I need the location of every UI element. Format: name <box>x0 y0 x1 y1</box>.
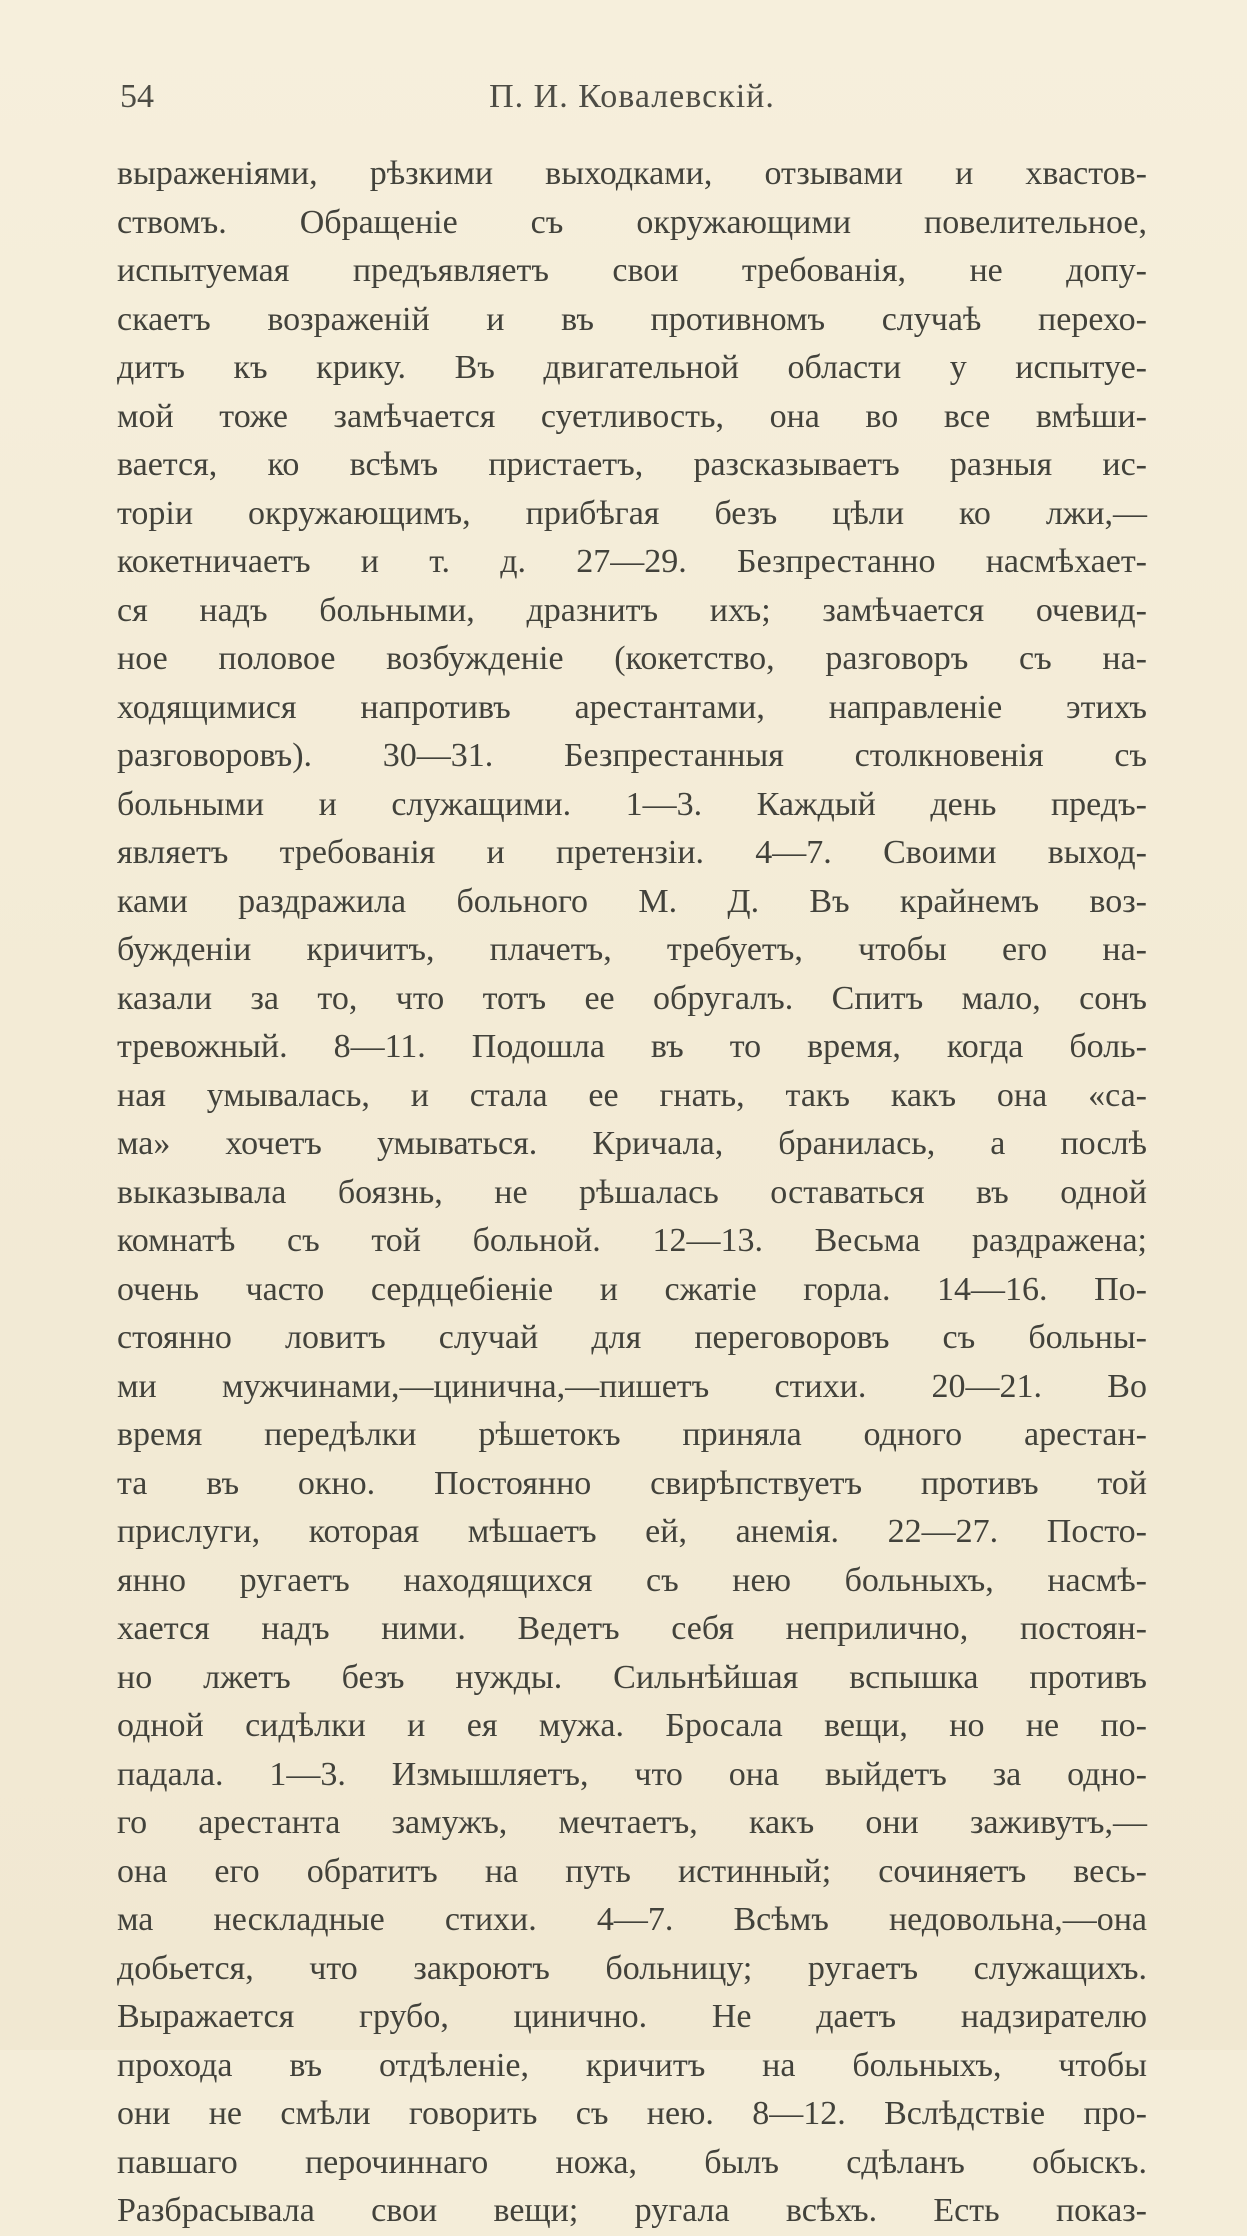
text-line: хается надъ ними. Ведетъ себя неприлично, постоян- <box>117 1610 1147 1647</box>
text-line: ная умывалась, и стала ее гнать, такъ какъ она «са- <box>117 1076 1147 1114</box>
text-line: прохода въ отдѣленіе, кричитъ на больныхъ, чтобы <box>117 2046 1147 2084</box>
text-line: ма нескладные стихи. 4—7. Всѣмъ недовольна,—она <box>117 1901 1147 1938</box>
text-line: они не смѣли говорить съ нею. 8—12. Вслѣдствіе про- <box>117 2095 1147 2132</box>
page-number: 54 <box>120 78 154 115</box>
text-line: скаетъ возраженій и въ противномъ случаѣ перехо- <box>117 300 1147 338</box>
text-line: очень часто сердцебіеніе и сжатіе горла. 14—16. По- <box>117 1270 1147 1308</box>
text-line: стоянно ловитъ случай для переговоровъ съ больны- <box>117 1319 1147 1356</box>
text-line: добьется, что закроютъ больницу; ругаетъ служащихъ. <box>117 1949 1147 1987</box>
running-head <box>120 72 1144 122</box>
text-line: время передѣлки рѣшетокъ приняла одного арестан- <box>117 1416 1147 1453</box>
text-line: го арестанта замужъ, мечтаетъ, какъ они заживутъ,— <box>117 1804 1147 1841</box>
text-line: янно ругаетъ находящихся съ нею больныхъ, насмѣ- <box>117 1561 1147 1599</box>
text-line: ся надъ больными, дразнитъ ихъ; замѣчается очевид- <box>117 591 1147 629</box>
text-line: ное половое возбужденіе (кокетство, разговоръ съ на- <box>117 640 1147 677</box>
text-line: вается, ко всѣмъ пристаетъ, разсказываетъ разныя ис- <box>117 446 1147 483</box>
text-line: казали за то, что тотъ ее обругалъ. Спитъ мало, сонъ <box>117 979 1147 1017</box>
text-line: она его обратитъ на путь истинный; сочиняетъ весь- <box>117 1852 1147 1890</box>
text-line: кокетничаетъ и т. д. 27—29. Безпрестанно насмѣхает- <box>117 543 1147 580</box>
text-line: комнатѣ съ той больной. 12—13. Весьма раздражена; <box>117 1222 1147 1259</box>
text-line: павшаго перочиннаго ножа, былъ сдѣланъ обыскъ. <box>117 2143 1147 2181</box>
text-line: одной сидѣлки и ея мужа. Бросала вещи, но не по- <box>117 1707 1147 1744</box>
running-title: П. И. Ковалевскій. <box>489 78 775 115</box>
text-line: выраженіями, рѣзкими выходками, отзывами и хвастов- <box>117 155 1147 192</box>
text-line: бужденіи кричитъ, плачетъ, требуетъ, чтобы его на- <box>117 931 1147 968</box>
text-line: мой тоже замѣчается суетливость, она во все вмѣши- <box>117 397 1147 435</box>
text-line: ходящимися напротивъ арестантами, направленіе этихъ <box>117 688 1147 726</box>
body-text <box>117 150 1147 2236</box>
text-line: та въ окно. Постоянно свирѣпствуетъ противъ той <box>117 1464 1147 1502</box>
text-line: ствомъ. Обращеніе съ окружающими повелительное, <box>117 203 1147 241</box>
text-line: ками раздражила больного М. Д. Въ крайнемъ воз- <box>117 882 1147 920</box>
text-line: прислуги, которая мѣшаетъ ей, анемія. 22—27. Посто- <box>117 1513 1147 1550</box>
text-line: выказывала боязнь, не рѣшалась оставаться въ одной <box>117 1173 1147 1211</box>
text-line: но лжетъ безъ нужды. Сильнѣйшая вспышка противъ <box>117 1658 1147 1696</box>
text-line: торіи окружающимъ, прибѣгая безъ цѣли ко лжи,— <box>117 494 1147 532</box>
text-line: дитъ къ крику. Въ двигательной области у испытуе- <box>117 349 1147 386</box>
text-line: тревожный. 8—11. Подошла въ то время, когда боль- <box>117 1028 1147 1065</box>
text-line: испытуемая предъявляетъ свои требованія, не допу- <box>117 252 1147 289</box>
text-line: ми мужчинами,—цинична,—пишетъ стихи. 20—21. Во <box>117 1367 1147 1405</box>
text-line: разговоровъ). 30—31. Безпрестанныя столкновенія съ <box>117 737 1147 774</box>
text-line: больными и служащими. 1—3. Каждый день предъ- <box>117 785 1147 823</box>
text-line: Выражается грубо, цинично. Не даетъ надзирателю <box>117 1998 1147 2035</box>
text-line: падала. 1—3. Измышляетъ, что она выйдетъ за одно- <box>117 1755 1147 1793</box>
text-line: являетъ требованія и претензіи. 4—7. Своими выход- <box>117 834 1147 871</box>
text-line: ма» хочетъ умываться. Кричала, бранилась, а послѣ <box>117 1125 1147 1162</box>
text-line: Разбрасывала свои вещи; ругала всѣхъ. Есть показ- <box>117 2192 1147 2229</box>
